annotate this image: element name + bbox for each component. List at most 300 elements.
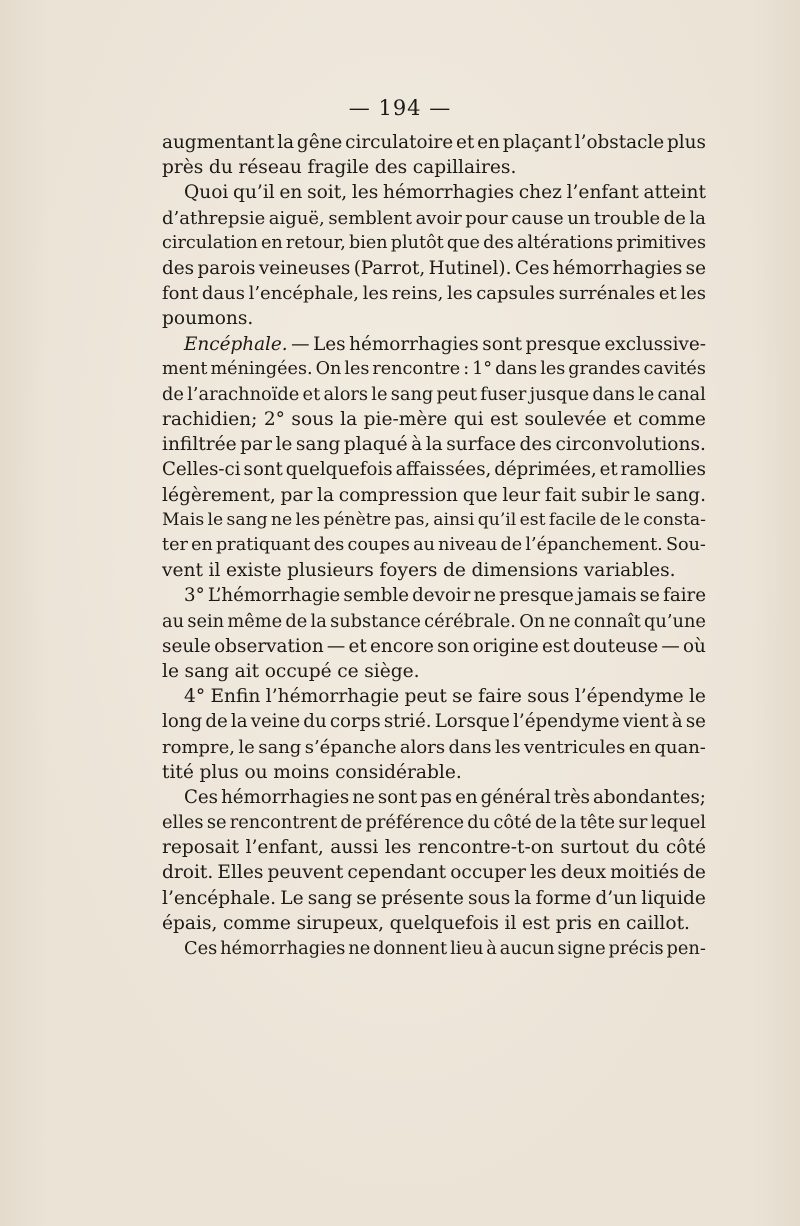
- word: déprimées,: [494, 459, 597, 481]
- word: au: [413, 535, 435, 555]
- word: jusque: [529, 383, 590, 405]
- text-line: [162, 357, 706, 382]
- word: forme: [535, 887, 592, 909]
- word: cause: [511, 207, 564, 229]
- word: Mais: [162, 509, 205, 530]
- text-line: [162, 558, 706, 583]
- word: pie-mère: [363, 409, 448, 431]
- word: sont: [377, 786, 418, 808]
- word: veineuses: [258, 257, 351, 279]
- word: aiguë,: [268, 207, 325, 229]
- word: les: [351, 182, 379, 204]
- word: Ces: [184, 786, 219, 808]
- word: pratiquant: [216, 535, 311, 555]
- word: l’encéphale.: [162, 887, 277, 909]
- word: et: [599, 459, 618, 481]
- word: alors: [323, 383, 369, 405]
- word: ne: [548, 610, 571, 632]
- word: rachidien;: [162, 409, 258, 431]
- word: infiltrée: [162, 434, 237, 456]
- word: foyers: [379, 560, 438, 582]
- word: ventricules: [523, 736, 626, 758]
- word: qu’il: [477, 509, 517, 530]
- word: Le: [280, 887, 304, 909]
- word: hémorrhagies: [382, 182, 515, 204]
- word: sang: [390, 383, 434, 405]
- word: subir: [580, 484, 630, 506]
- word: faire: [478, 686, 522, 708]
- word: l’épendyme: [513, 711, 620, 733]
- word: vient: [622, 711, 669, 733]
- word: d’un: [595, 887, 638, 909]
- word: chez: [518, 182, 562, 204]
- word: du: [635, 837, 660, 859]
- word: le: [638, 383, 655, 405]
- word: sous: [468, 887, 511, 909]
- word: faire: [663, 585, 706, 607]
- word: altérations: [516, 232, 614, 253]
- word: vent: [162, 560, 203, 582]
- word: dans: [592, 383, 635, 405]
- word: les: [540, 358, 566, 379]
- word: L’hémorrhagie: [207, 585, 341, 607]
- word: le: [207, 509, 224, 530]
- word: et: [456, 132, 475, 153]
- word: le: [624, 509, 640, 530]
- word: épais,: [162, 912, 218, 934]
- word: ou: [244, 761, 268, 783]
- word: ne: [348, 938, 371, 959]
- word: ait: [234, 660, 260, 682]
- word: légèrement,: [162, 484, 276, 506]
- word: donnent: [373, 938, 448, 959]
- word: du: [303, 711, 327, 733]
- word: même: [227, 610, 283, 632]
- word: en: [279, 182, 303, 204]
- word: sont: [482, 333, 523, 355]
- word: liquide: [641, 887, 706, 909]
- word: abondantes;: [593, 786, 706, 808]
- word: niveau: [438, 535, 498, 555]
- word: observation: [214, 635, 324, 657]
- word: se: [685, 711, 706, 733]
- word: corps: [329, 711, 381, 733]
- word: droit.: [162, 862, 214, 884]
- word: quelquefois: [389, 912, 499, 934]
- word: surface: [446, 434, 517, 456]
- word: la: [317, 484, 335, 506]
- word: en: [477, 132, 500, 153]
- word: les: [494, 736, 521, 758]
- word: primitives: [616, 232, 706, 253]
- word: compression: [338, 484, 459, 506]
- word: les: [344, 358, 370, 379]
- word: en: [628, 736, 651, 758]
- word: à: [486, 938, 497, 959]
- word: qu’il: [233, 182, 275, 204]
- word: général: [480, 786, 551, 808]
- word: gêne: [296, 132, 343, 153]
- text-line: [162, 508, 706, 533]
- word: les: [295, 509, 321, 530]
- word: strié.: [383, 711, 432, 733]
- word: à: [671, 711, 683, 733]
- word: sirupeux,: [296, 912, 385, 934]
- word: reposait: [162, 837, 240, 859]
- word: signe: [557, 938, 606, 959]
- page-number: — 194 —: [348, 96, 452, 120]
- word: par: [280, 484, 313, 506]
- text-line: [162, 382, 706, 407]
- text-line: [162, 432, 706, 457]
- word: trouble: [593, 207, 661, 229]
- word: du: [467, 812, 491, 834]
- word: hémorrhagies: [349, 333, 479, 355]
- word: des: [162, 257, 195, 279]
- text-line: [162, 911, 706, 936]
- word: semble: [343, 585, 409, 607]
- word: la: [277, 132, 295, 153]
- word: alors: [399, 736, 446, 758]
- word: presque: [525, 333, 601, 355]
- word: Celles-ci: [162, 459, 241, 481]
- word: :: [463, 358, 470, 379]
- text-line: [162, 609, 706, 634]
- word: sang: [295, 434, 341, 456]
- word: daus: [201, 283, 245, 305]
- word: peut: [436, 383, 478, 405]
- word: peut: [404, 686, 447, 708]
- word: la: [689, 207, 706, 229]
- word: les: [362, 283, 389, 305]
- word: de: [663, 207, 686, 229]
- word: aussi: [330, 837, 379, 859]
- text-line: [162, 709, 706, 734]
- word: On: [519, 610, 546, 632]
- word: s’épanche: [304, 736, 397, 758]
- word: en: [597, 912, 621, 934]
- word: l’enfant: [566, 182, 639, 204]
- word: fait: [544, 484, 577, 506]
- word: cérébrale.: [424, 610, 516, 632]
- word: quelquefois: [285, 459, 393, 481]
- word: où: [682, 635, 706, 657]
- word: tité: [162, 761, 194, 783]
- word: l’enfant,: [245, 837, 324, 859]
- word: dans: [495, 358, 538, 379]
- word: un: [567, 207, 591, 229]
- word: se: [452, 686, 473, 708]
- word: son: [437, 635, 470, 657]
- word: préférence: [365, 812, 464, 834]
- word: —: [661, 635, 680, 657]
- word: le: [633, 484, 651, 506]
- word: quan-: [654, 736, 706, 758]
- word: ce: [337, 660, 359, 682]
- word: lieu: [450, 938, 484, 959]
- word: des: [313, 535, 345, 555]
- text-line: [162, 206, 706, 231]
- word: plus: [667, 132, 706, 153]
- word: des: [519, 434, 552, 456]
- word: exclussive-: [604, 333, 706, 355]
- word: sang: [307, 887, 353, 909]
- word: 2°: [263, 409, 285, 431]
- word: ment: [162, 358, 208, 379]
- word: sur: [618, 812, 648, 834]
- word: facile: [548, 509, 597, 530]
- word: comme: [638, 409, 706, 431]
- word: de: [500, 535, 523, 555]
- text-line: [162, 659, 706, 684]
- text-line: [162, 180, 706, 205]
- word: des: [374, 157, 408, 179]
- word: sang: [258, 736, 302, 758]
- word: la: [310, 610, 327, 632]
- word: la: [230, 711, 248, 733]
- word: pas: [420, 786, 453, 808]
- word: Quoi: [184, 182, 229, 204]
- word: le: [275, 434, 293, 456]
- word: le: [162, 660, 179, 682]
- word: avoir: [415, 207, 462, 229]
- word: siège.: [364, 660, 420, 682]
- text-line: [162, 760, 706, 785]
- word: le: [688, 686, 706, 708]
- word: côté: [665, 837, 706, 859]
- word: soit,: [307, 182, 348, 204]
- word: canal: [657, 383, 706, 405]
- word: ainsi: [433, 509, 475, 530]
- word: ramollies: [620, 459, 706, 481]
- word: de: [534, 812, 557, 834]
- word: leur: [502, 484, 541, 506]
- word: au: [162, 610, 185, 632]
- word: Encéphale.: [184, 333, 288, 355]
- word: est: [542, 635, 570, 657]
- word: deux: [560, 862, 607, 884]
- text-line: [162, 835, 706, 860]
- word: pour: [465, 207, 508, 229]
- word: est: [489, 409, 519, 431]
- word: lequel: [650, 812, 706, 834]
- word: pen-: [666, 938, 706, 959]
- word: devoir: [412, 585, 471, 607]
- word: de: [442, 560, 466, 582]
- word: est: [519, 509, 546, 530]
- word: atteint: [643, 182, 706, 204]
- word: rencontre-t-on: [417, 837, 554, 859]
- word: que: [446, 232, 480, 253]
- word: circulation: [162, 232, 258, 253]
- word: l’épanchement.: [525, 535, 663, 555]
- word: jamais: [576, 585, 637, 607]
- text-line: [162, 735, 706, 760]
- word: (Parrot,: [353, 257, 426, 279]
- word: la: [425, 434, 443, 456]
- word: l’hémorrhagie: [265, 686, 400, 708]
- text-line: [162, 483, 706, 508]
- word: capsules: [476, 283, 556, 305]
- word: se: [639, 585, 660, 607]
- word: par: [240, 434, 272, 456]
- word: dans: [448, 736, 492, 758]
- word: en: [455, 786, 478, 808]
- text-line: [162, 533, 706, 558]
- word: d’athrepsie: [162, 207, 266, 229]
- word: qu’une: [644, 610, 706, 632]
- word: sang: [184, 660, 230, 682]
- text-line: [162, 886, 706, 911]
- word: ne: [270, 509, 293, 530]
- word: et: [302, 383, 321, 405]
- word: —: [291, 333, 310, 355]
- word: se: [685, 257, 706, 279]
- word: 4°: [184, 686, 206, 708]
- word: occuper: [450, 862, 527, 884]
- word: veine: [250, 711, 301, 733]
- word: font: [162, 283, 199, 305]
- word: de: [162, 383, 184, 405]
- word: presque: [499, 585, 574, 607]
- word: rencontre: [372, 358, 461, 379]
- word: l’encéphale,: [248, 283, 360, 305]
- word: soulevée: [524, 409, 607, 431]
- word: On: [315, 358, 342, 379]
- text-line: [162, 785, 706, 810]
- word: les: [446, 283, 473, 305]
- word: moins: [273, 761, 330, 783]
- word: plaqué: [343, 434, 408, 456]
- word: ne: [473, 585, 496, 607]
- word: cavités: [643, 358, 706, 379]
- text-line: [162, 936, 706, 961]
- word: les: [384, 837, 412, 859]
- word: il: [504, 912, 517, 934]
- word: elles: [162, 812, 204, 834]
- word: hémorrhagies: [221, 786, 350, 808]
- word: 1°: [472, 358, 493, 379]
- word: sein: [187, 610, 225, 632]
- word: seule: [162, 635, 211, 657]
- word: méningées.: [210, 358, 313, 379]
- word: de: [340, 812, 363, 834]
- word: fuser: [480, 383, 527, 405]
- word: hémorrhagies: [552, 257, 683, 279]
- text-line: [162, 583, 706, 608]
- word: l’arachnoïde: [187, 383, 300, 405]
- word: présente: [381, 887, 464, 909]
- word: précis: [608, 938, 664, 959]
- word: cependant: [347, 862, 447, 884]
- word: et: [348, 635, 367, 657]
- word: la: [560, 812, 577, 834]
- word: se: [356, 887, 377, 909]
- word: comme: [222, 912, 291, 934]
- word: long: [162, 711, 203, 733]
- word: de: [682, 862, 706, 884]
- word: dimensions: [471, 560, 579, 582]
- word: circonvolutions.: [555, 434, 706, 456]
- word: substance: [330, 610, 421, 632]
- word: Sou-: [665, 535, 706, 555]
- text-line: [162, 407, 706, 432]
- word: réseau: [238, 157, 302, 179]
- text-line: [162, 457, 706, 482]
- word: 3°: [184, 585, 205, 607]
- word: Lorsque: [434, 711, 510, 733]
- word: se: [206, 812, 227, 834]
- text-line: [162, 684, 706, 709]
- word: pénètre: [323, 509, 392, 530]
- word: côté: [493, 812, 532, 834]
- word: circulatoire: [345, 132, 454, 153]
- word: sous: [527, 686, 570, 708]
- word: ter: [162, 535, 188, 555]
- word: fragile: [307, 157, 370, 179]
- word: à: [411, 434, 423, 456]
- word: et: [613, 409, 632, 431]
- word: du: [208, 157, 233, 179]
- word: que: [462, 484, 498, 506]
- word: rompre,: [162, 736, 236, 758]
- word: Hutinel).: [428, 257, 512, 279]
- word: aucun: [499, 938, 555, 959]
- word: sont: [243, 459, 283, 481]
- text-line: [162, 281, 706, 306]
- text-line: [162, 634, 706, 659]
- word: sang.: [655, 484, 706, 506]
- word: est: [522, 912, 551, 934]
- word: surrénales: [558, 283, 656, 305]
- word: moitiés: [610, 862, 679, 884]
- word: Elles: [217, 862, 264, 884]
- word: grandes: [568, 358, 641, 379]
- word: —: [326, 635, 346, 657]
- word: plus: [199, 761, 239, 783]
- word: le: [371, 383, 388, 405]
- word: coupes: [347, 535, 410, 555]
- word: bien: [348, 232, 388, 253]
- word: consta-: [643, 509, 706, 530]
- word: retour,: [285, 232, 346, 253]
- word: la: [514, 887, 532, 909]
- word: en: [260, 232, 283, 253]
- word: de: [285, 610, 308, 632]
- word: plaçant: [502, 132, 572, 153]
- word: peuvent: [267, 862, 344, 884]
- word: la: [340, 409, 358, 431]
- word: ne: [352, 786, 375, 808]
- word: augmentant: [162, 132, 275, 153]
- word: sang: [226, 509, 268, 530]
- word: pris: [555, 912, 592, 934]
- word: parois: [197, 257, 256, 279]
- word: plusieurs: [287, 560, 374, 582]
- body-text: [162, 130, 706, 961]
- text-line: [162, 256, 706, 281]
- word: de: [599, 509, 621, 530]
- text-line: [162, 155, 706, 180]
- word: existe: [226, 560, 282, 582]
- word: Les: [313, 333, 346, 355]
- word: très: [553, 786, 590, 808]
- text-line: [162, 810, 706, 835]
- word: hémorrhagies: [220, 938, 346, 959]
- word: il: [208, 560, 221, 582]
- word: caillot.: [626, 912, 690, 934]
- word: le: [238, 736, 255, 758]
